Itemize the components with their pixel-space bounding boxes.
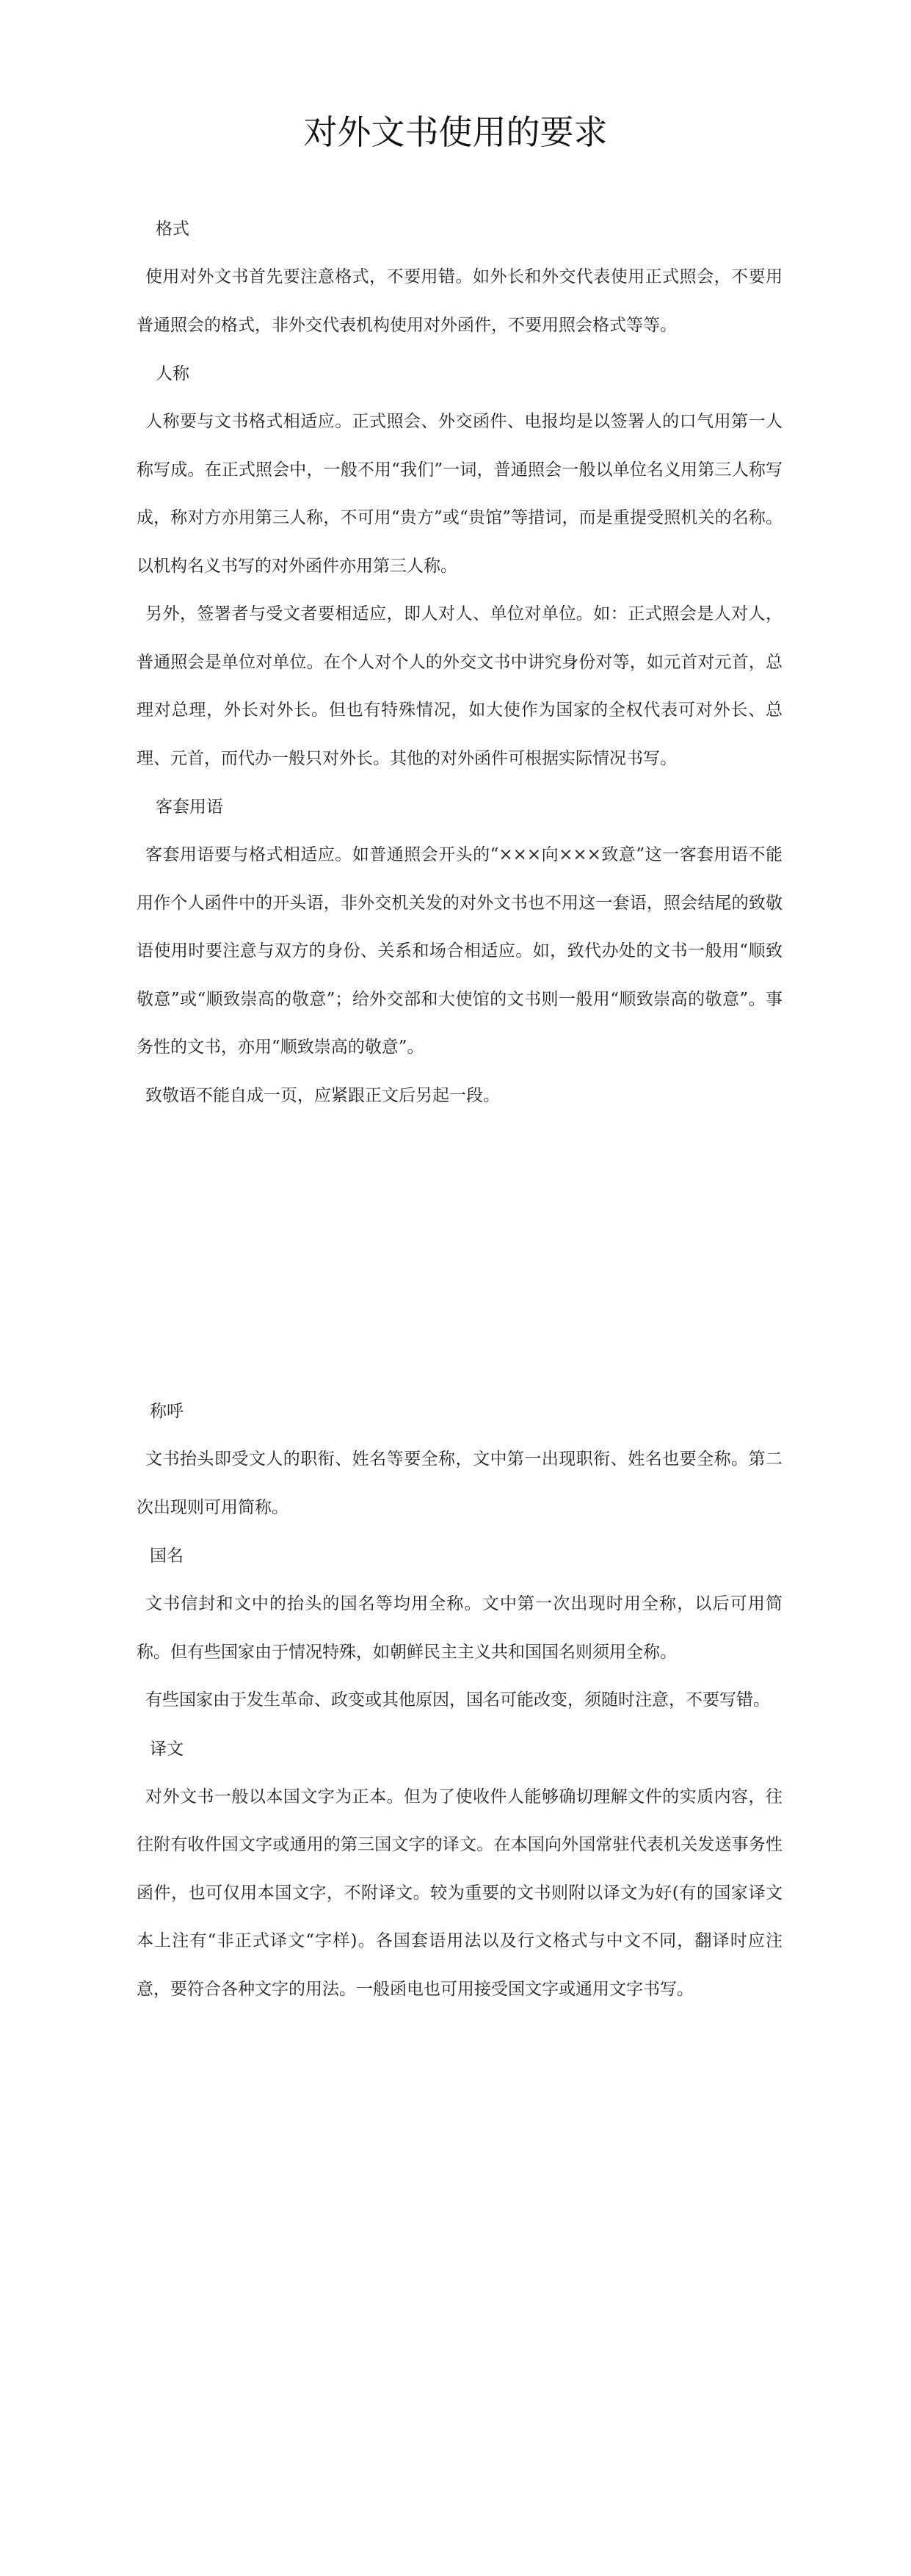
paragraph: 使用对外文书首先要注意格式，不要用错。如外长和外交代表使用正式照会，不要用普通照会的格式，非外交代表机构使用对外函件，不要用照会格式等等。 xyxy=(137,267,783,335)
paragraph: 客套用语要与格式相适应。如普通照会开头的“×××向×××致意”这一客套用语不能用作个人函件中的开头语，非外交机关发的对外文书也不用这一套语，照会结尾的致敬语使用时要注意与双方的身份、关系和场合相适应。如，致代办处的文书一般用“顺致敬意”或“顺致崇高的敬意”；给外交部和大使馆的文书则一般用“顺致崇高的敬意”。事务性的文书，亦用“顺致崇高的敬意”。 xyxy=(137,845,783,1057)
paragraph: 文书抬头即受文人的职衔、姓名等要全称，文中第一出现职衔、姓名也要全称。第二次出现则可用简称。 xyxy=(137,1450,783,1517)
section-heading-format: 格式 xyxy=(156,220,189,239)
paragraph: 另外，签署者与受文者要相适应，即人对人、单位对单位。如：正式照会是人对人，普通照会是单位对单位。在个人对个人的外交文书中讲究身份对等，如元首对元首，总理对总理，外长对外长。但也有特殊情况，如大使作为国家的全权代表可对外长、总理、元首，而代办一般只对外长。其他的对外函件可根据实际情况书写。 xyxy=(137,604,783,768)
section-heading-country-name: 国名 xyxy=(150,1546,184,1566)
section-heading-salutation: 称呼 xyxy=(150,1402,184,1421)
document-body-part-2 xyxy=(137,1387,783,2014)
paragraph: 有些国家由于发生革命、政变或其他原因，国名可能改变，须随时注意，不要写错。 xyxy=(145,1690,770,1710)
document-body-part-1 xyxy=(137,205,783,1120)
section-heading-translation: 译文 xyxy=(150,1739,184,1759)
paragraph: 文书信封和文中的抬头的国名等均用全称。文中第一次出现时用全称，以后可用简称。但有些国家由于情况特殊，如朝鲜民主主义共和国国名则须用全称。 xyxy=(137,1594,783,1662)
section-heading-courtesy: 客套用语 xyxy=(156,797,223,817)
paragraph: 人称要与文书格式相适应。正式照会、外交函件、电报均是以签署人的口气用第一人称写成。在正式照会中，一般不用“我们”一词，普通照会一般以单位名义用第三人称写成，称对方亦用第三人称，不可用“贵方”或“贵馆”等措词，而是重提受照机关的名称。以机构名义书写的对外函件亦用第三人称。 xyxy=(137,412,783,576)
section-heading-person: 人称 xyxy=(156,364,189,383)
paragraph: 致敬语不能自成一页，应紧跟正文后另起一段。 xyxy=(145,1085,500,1105)
document-title: 对外文书使用的要求 xyxy=(303,112,608,152)
paragraph: 对外文书一般以本国文字为正本。但为了使收件人能够确切理解文件的实质内容，往往附有收件国文字或通用的第三国文字的译文。在本国向外国常驻代表机关发送事务性函件，也可仅用本国文字，不附译文。较为重要的文书则附以译文为好(有的国家译文本上注有“非正式译文“字样)。各国套语用法以及行文格式与中文不同，翻译时应注意，要符合各种文字的用法。一般函电也可用接受国文字或通用文字书写。 xyxy=(137,1787,783,1999)
